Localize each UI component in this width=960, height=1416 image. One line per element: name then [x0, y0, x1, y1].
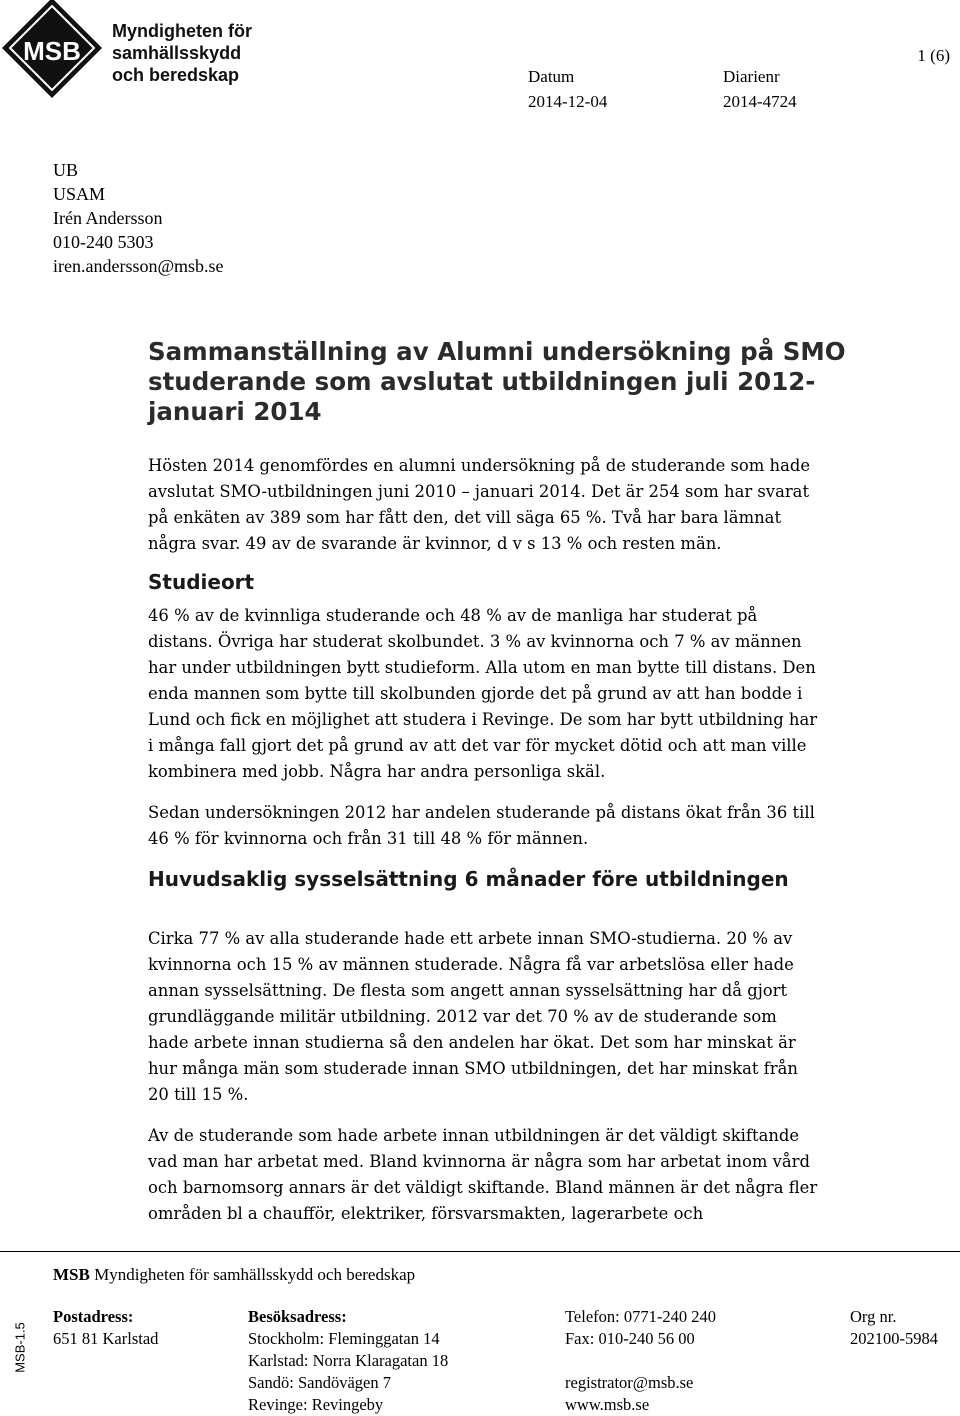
footer-postal-address [53, 1306, 158, 1350]
document-title: Sammanställning av Alumni undersökning på SMO studerande som avslutat utbildningen juli 2012-januari 2014 [148, 337, 846, 426]
diarienr-value: 2014-4724 [723, 92, 797, 111]
date-value: 2014-12-04 [528, 92, 608, 111]
footer-org-abbr: MSB [53, 1265, 90, 1284]
contact-unit-2: USAM [53, 184, 106, 204]
footer-post-label: Postadress: [53, 1307, 134, 1326]
date-block [528, 64, 607, 114]
heading-sysselsattning: Huvudsaklig sysselsättning 6 månader före utbildningen [148, 867, 789, 891]
page-number: 1 (6) [917, 46, 950, 65]
footer-divider [0, 1251, 960, 1252]
paragraph-sysselsattning: Cirka 77 % av alla studerande hade ett arbete innan SMO-studierna. 20 % av kvinnorna och 15 % av männen studerade. Några få var arbetslösa eller hade annan sysselsättning. De flesta som angett annan sysselsättning har då gjort grundläggande militär utbildning. 2012 var det 70 % av de studerande som hade arbete innan studierna så den andelen har ökat. Det som har minskat är hur många män som studerade innan SMO utbildningen, det har minskat från 20 till 15 %. [148, 929, 798, 1104]
diarienr-block [723, 64, 797, 114]
logo-line-3: och beredskap [112, 65, 240, 85]
footer-email[interactable]: registrator@msb.se [565, 1373, 694, 1392]
diarienr-label: Diarienr [723, 67, 780, 86]
footer-post-value: 651 81 Karlstad [53, 1329, 159, 1348]
footer-orgnr-label: Org nr. [850, 1307, 897, 1326]
contact-name: Irén Andersson [53, 208, 163, 228]
logo-line-1: Myndigheten för [112, 21, 252, 41]
footer-organisation [53, 1264, 415, 1286]
footer-visit-sando: Sandö: Sandövägen 7 [248, 1373, 391, 1392]
footer-visit-stockholm: Stockholm: Fleminggatan 14 [248, 1329, 440, 1348]
footer-phone: Telefon: 0771-240 240 [565, 1307, 716, 1326]
contact-unit-1: UB [53, 160, 79, 180]
footer-fax: Fax: 010-240 56 00 [565, 1329, 695, 1348]
footer-visit-label: Besöksadress: [248, 1307, 347, 1326]
contact-block [53, 158, 224, 278]
footer-visit-revinge: Revinge: Revingeby [248, 1395, 384, 1414]
logo-line-2: samhällsskydd [112, 43, 242, 63]
footer-visit-address [248, 1306, 448, 1416]
paragraph-intro: Hösten 2014 genomfördes en alumni undersökning på de studerande som hade avslutat SMO-utbildningen juni 2010 – januari 2014. Det är 254 som har svarat på enkäten av 389 som har fått den, det vill säga 65 %. Två har bara lämnat några svar. 49 av de svarande är kvinnor, d v s 13 % och resten män. [148, 456, 811, 553]
paragraph-distans-trend: Sedan undersökningen 2012 har andelen studerande på distans ökat från 36 till 46 % för kvinnorna och från 31 till 48 % för männen. [148, 803, 815, 848]
heading-studieort: Studieort [148, 570, 255, 594]
footer-visit-karlstad: Karlstad: Norra Klaragatan 18 [248, 1351, 449, 1370]
contact-email[interactable]: iren.andersson@msb.se [53, 256, 224, 276]
contact-phone: 010-240 5303 [53, 232, 154, 252]
msb-logo-mark [0, 0, 110, 100]
date-label: Datum [528, 67, 575, 86]
footer-orgnr-value: 202100-5984 [850, 1329, 938, 1348]
logo-wordmark [112, 20, 252, 86]
footer-org-name: Myndigheten för samhällsskydd och beredskap [94, 1265, 416, 1284]
footer-org-number [850, 1306, 938, 1350]
form-code: MSB-1.5 [12, 1322, 28, 1373]
footer-website[interactable]: www.msb.se [565, 1395, 650, 1414]
footer-contact [565, 1306, 716, 1416]
paragraph-studieort: 46 % av de kvinnliga studerande och 48 % av de manliga har studerat på distans. Övriga har studerat skolbundet. 3 % av kvinnorna och 7 % av männen har under utbildningen bytt studieform. Alla utom en man bytte till distans. Den enda mannen som bytte till skolbunden gjorde det på grund av att han bodde i Lund och fick en möjlighet att studera i Revinge. De som har bytt utbildning har i många fall gjort det på grund av att det var för mycket dötid och att man ville kombinera med jobb. Några har andra personliga skäl. [148, 606, 818, 781]
svg-text:MSB: MSB [23, 36, 81, 66]
paragraph-arbete: Av de studerande som hade arbete innan utbildningen är det väldigt skiftande vad man har arbetat med. Bland kvinnorna är några som har arbetat inom vård och barnomsorg annars är det väldigt skiftande. Bland männen är det några fler områden bl a chaufför, elektriker, försvarsmakten, lagerarbete och [148, 1126, 818, 1223]
